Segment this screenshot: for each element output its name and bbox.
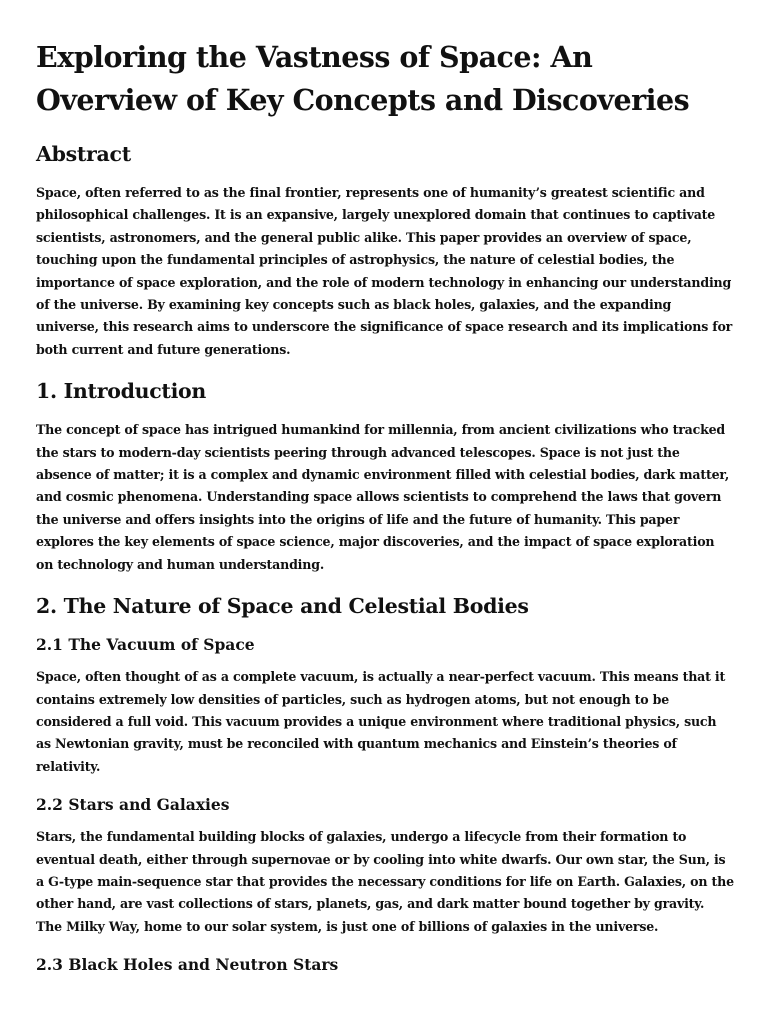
abstract-text: Space, often referred to as the final frontier, represents one of humanity’s greatest scientific and philosophical challenges. It is an expansive, largely unexplored domain that continues to captivate scientists, astronomers, and the general public alike. This paper provides an overview of space, touching upon the fundamental principles of astrophysics, the nature of celestial bodies, the importance of space exploration, and the role of modern technology in enhancing our understanding of the universe. By examining key concepts such as black holes, galaxies, and the expanding universe, this research aims to underscore the significance of space research and its implications for both current and future generations. — [36, 185, 733, 357]
subsection-2-2-heading: 2.2 Stars and Galaxies — [36, 795, 230, 815]
subsection-2-1-text: Space, often thought of as a complete vacuum, is actually a near-perfect vacuum. This means that it contains extremely low densities of particles, such as hydrogen atoms, but not enough to be considered a full void. This vacuum provides a unique environment where traditional physics, such as Newtonian gravity, must be reconciled with quantum mechanics and Einstein’s theories of relativity. — [36, 669, 726, 774]
subsection-2-1-heading: 2.1 The Vacuum of Space — [36, 635, 255, 655]
section-2-heading: 2. The Nature of Space and Celestial Bodies — [36, 594, 529, 619]
subsection-2-2-text: Stars, the fundamental building blocks of galaxies, undergo a lifecycle from their formation to eventual death, either through supernovae or by cooling into white dwarfs. Our own star, the Sun, is a G-type main-sequence star that provides the necessary conditions for life on Earth. Galaxies, on the other hand, are vast collections of stars, planets, gas, and dark matter bound together by gravity. The Milky Way, home to our solar system, is just one of billions of galaxies in the universe. — [36, 829, 734, 934]
paper-title: Exploring the Vastness of Space: An Overview of Key Concepts and Discoveries — [36, 40, 690, 117]
subsection-2-3-heading: 2.3 Black Holes and Neutron Stars — [36, 955, 339, 975]
abstract-heading: Abstract — [36, 142, 131, 166]
introduction-heading: 1. Introduction — [36, 379, 207, 404]
introduction-text: The concept of space has intrigued humankind for millennia, from ancient civilizations who tracked the stars to modern-day scientists peering through advanced telescopes. Space is not just the absence of matter; it is a complex and dynamic environment filled with celestial bodies, dark matter, and cosmic phenomena. Understanding space allows scientists to comprehend the laws that govern the universe and offers insights into the origins of life and the future of humanity. This paper explores the key elements of space science, major discoveries, and the impact of space exploration on technology and human understanding. — [36, 422, 730, 572]
